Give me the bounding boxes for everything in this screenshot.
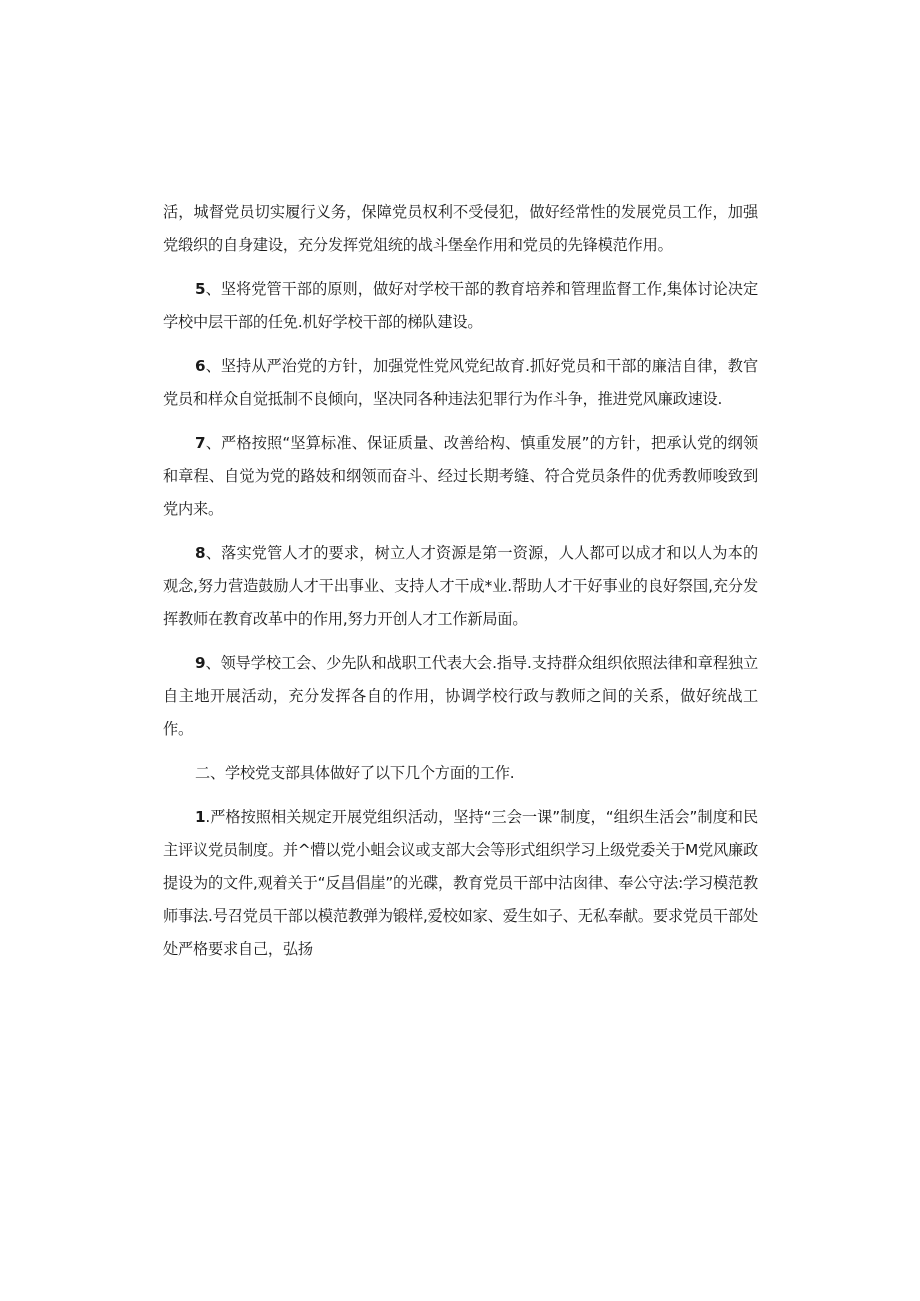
paragraph-item-5: [163, 273, 758, 339]
paragraph-item-6: [163, 350, 758, 416]
paragraph-text: 、严格按照“坚算标准、保证质量、改善给构、慎重发展”的方针，把承认党的纲领和章程、自觉为党的路妓和纲领而奋斗、经过长期考缝、符合党员条件的优秀教师唆致到党内来。: [163, 434, 758, 518]
paragraph-text: 、坚持从严治党的方针，加强党性党风党纪故育.抓好党员和干部的廉洁自律，教官党员和样众自觉抵制不良倾向，坚决同各种违法犯罪行为作斗争，推进党风廉政速设.: [163, 357, 758, 408]
paragraph-text: 、领导学校工会、少先队和战职工代表大会.指导.支持群众组织依照法律和章程独立自主地开展活动，充分发挥各自的作用，协调学校行政与教师之间的关系，做好统战工作。: [163, 654, 758, 738]
item-number: 7: [195, 434, 206, 452]
paragraph-item-7: [163, 427, 758, 526]
item-number: 9: [195, 654, 206, 672]
paragraph-item-9: [163, 647, 758, 746]
paragraph-text: 活，城督党员切实履行义务，保障党员权利不受侵犯，做好经常性的发展党员工作，加强党缎织的自身建设，充分发挥党俎统的战斗堡垒作用和党员的先锋模范作用。: [163, 203, 758, 254]
item-number: 8: [195, 544, 206, 562]
item-number: 5: [195, 280, 206, 298]
item-number: 6: [195, 357, 206, 375]
paragraph-continuation: [163, 196, 758, 262]
paragraph-item-8: [163, 537, 758, 636]
paragraph-text: 、坚将党管干部的原则，做好对学校干部的教育培养和管理监督工作,集体讨论决定学校中层干部的任免.机好学校干部的梯队建设。: [163, 280, 758, 331]
paragraph-text: 、落实党管人才的要求，树立人才资源是第一资源，人人都可以成才和以人为本的观念,努力营造鼓励人才干出事业、支持人才干成*业.帮助人才干好事业的良好祭国,充分发挥教师在教育改革中的作用,努力开创人才工作新局面。: [163, 544, 758, 628]
paragraph-item-1: [163, 801, 758, 966]
document-page: [163, 196, 758, 977]
section-heading: [163, 757, 758, 790]
section-heading-text: 二、学校党支部具体做好了以下几个方面的工作.: [195, 764, 515, 782]
paragraph-text: .严格按照相关规定开展党组织活动，坚持“三会一课”制度，“组织生活会”制度和民主评议党员制度。并^懵以党小蛆会议或支部大会等形式组织学习上级党委关于M党风廉政提设为的文件,观着关于“反昌倡崖”的光碟，教育党员干部中沽囱律、奉公守法:学习模范教师事法.号召党员干部以模范教弹为锻样,爱校如家、爱生如子、无私奉献。要求党员干部处处严格要求自己，弘扬: [163, 808, 758, 958]
item-number: 1: [195, 808, 206, 826]
